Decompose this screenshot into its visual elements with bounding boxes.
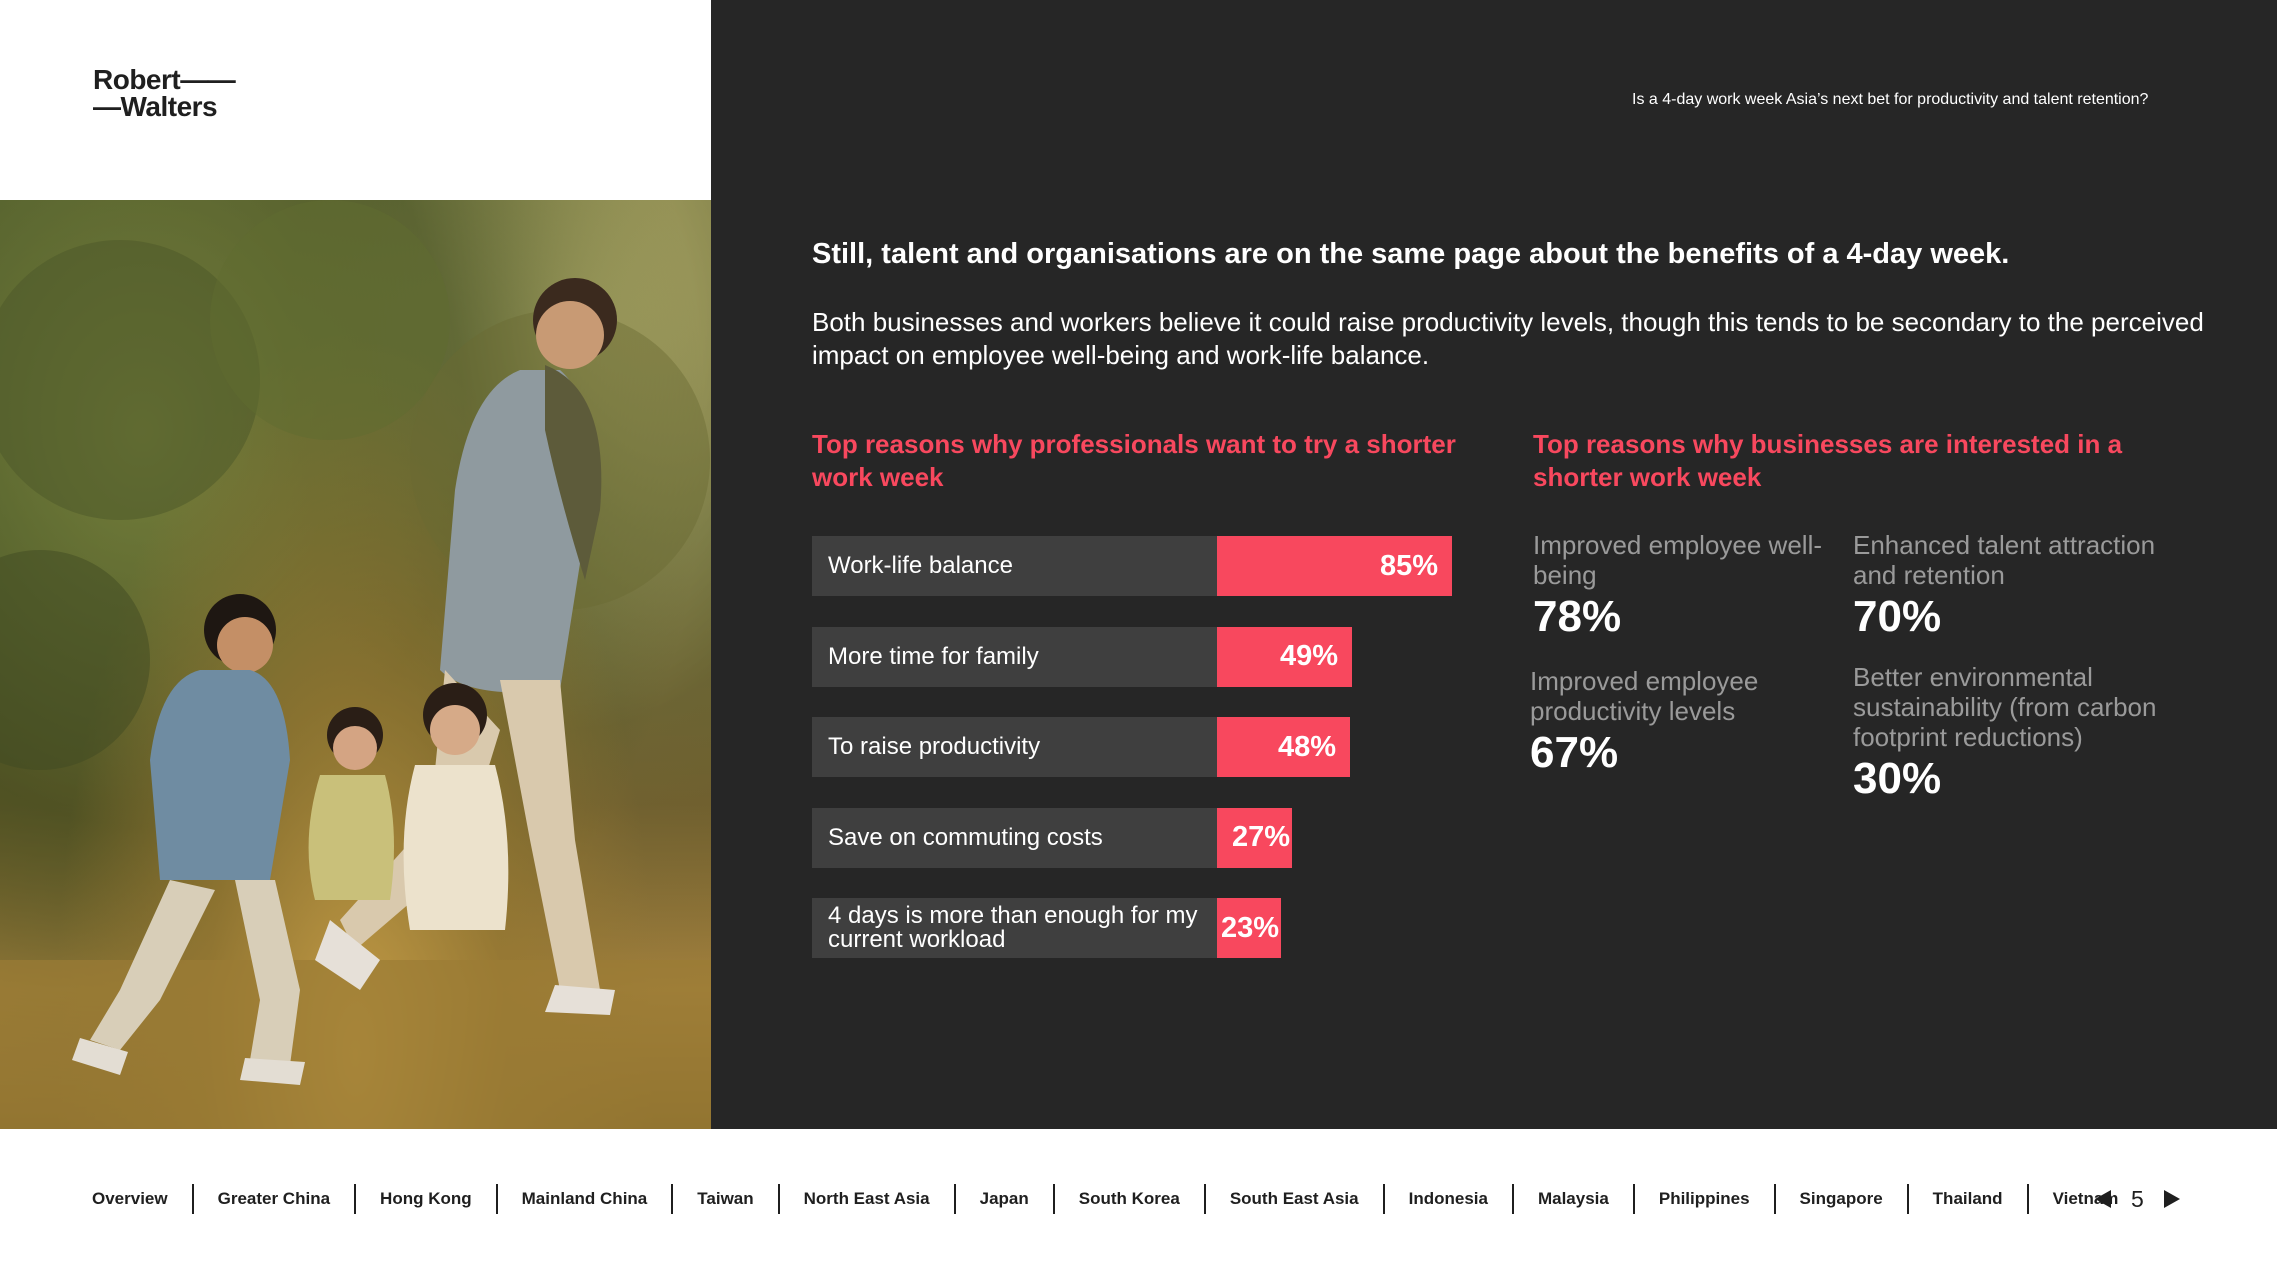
nav-divider xyxy=(2027,1184,2029,1214)
nav-link-philippines[interactable]: Philippines xyxy=(1658,1189,1750,1208)
bar-value-label: 27% xyxy=(1231,821,1290,853)
bar xyxy=(1217,627,1352,687)
bar xyxy=(1217,808,1292,868)
nav-divider xyxy=(1204,1184,1206,1214)
nav-divider xyxy=(671,1184,673,1214)
page-headline: Still, talent and organisations are on the same page about the benefits of a 4-day week. xyxy=(812,238,2010,270)
nav-divider xyxy=(354,1184,356,1214)
bar-row xyxy=(812,536,1452,596)
professionals-bar-chart xyxy=(812,536,1452,960)
bar-category-label: More time for family xyxy=(828,642,1039,670)
intro-paragraph: Both businesses and workers believe it could raise productivity levels, though this tends to be secondary to the perceived impact on employee well-being and work-life balance. xyxy=(812,307,2204,370)
bar-category-box xyxy=(812,627,1217,687)
stat-value: 30% xyxy=(1853,754,1942,803)
bar-category-box xyxy=(812,808,1217,868)
previous-page-icon[interactable] xyxy=(2095,1190,2111,1208)
nav-divider xyxy=(778,1184,780,1214)
logo-line-1: Robert—— xyxy=(93,64,236,95)
bar-category-box xyxy=(812,898,1217,958)
nav-link-hong-kong[interactable]: Hong Kong xyxy=(380,1189,472,1208)
bar-category-box xyxy=(812,536,1217,596)
nav-link-taiwan[interactable]: Taiwan xyxy=(697,1189,754,1208)
bar-category-label: 4 days is more than enough for my current workload xyxy=(828,902,1198,953)
bar xyxy=(1217,898,1281,958)
nav-link-japan[interactable]: Japan xyxy=(979,1189,1029,1208)
pager xyxy=(2095,1184,2180,1214)
business-stat xyxy=(1853,662,2183,802)
nav-divider xyxy=(1383,1184,1385,1214)
nav-link-thailand[interactable]: Thailand xyxy=(1932,1189,2003,1208)
bar xyxy=(1217,536,1452,596)
bar-value-label: 49% xyxy=(1279,640,1338,672)
page-number: 5 xyxy=(2131,1185,2144,1212)
bar-value-label: 48% xyxy=(1277,730,1336,763)
hero-photo xyxy=(0,200,711,1129)
business-stat xyxy=(1533,530,1863,640)
business-stat xyxy=(1853,530,2183,640)
report-question: Is a 4-day work week Asia’s next bet for productivity and talent retention? xyxy=(1632,91,2149,108)
next-page-icon[interactable] xyxy=(2164,1190,2180,1208)
country-nav xyxy=(92,1184,2118,1214)
nav-divider xyxy=(1907,1184,1909,1214)
stat-label: Improved employee productivity levels xyxy=(1530,666,1759,726)
stat-label: Improved employee well-being xyxy=(1533,530,1823,590)
bar-category-box xyxy=(812,717,1217,777)
nav-divider xyxy=(1633,1184,1635,1214)
nav-link-singapore[interactable]: Singapore xyxy=(1799,1189,1883,1208)
bar-row xyxy=(812,717,1452,777)
bar-row xyxy=(812,627,1452,687)
nav-link-malaysia[interactable]: Malaysia xyxy=(1537,1189,1609,1208)
nav-divider xyxy=(954,1184,956,1214)
footer-nav-bar xyxy=(0,1129,2277,1280)
businesses-section-title: Top reasons why businesses are interested in a shorter work week xyxy=(1533,429,2123,492)
nav-divider xyxy=(1053,1184,1055,1214)
nav-link-vietnam[interactable]: Vietnam xyxy=(2052,1189,2119,1208)
nav-divider xyxy=(1774,1184,1776,1214)
bar-row xyxy=(812,808,1452,868)
nav-divider xyxy=(496,1184,498,1214)
bar-category-label: Work-life balance xyxy=(828,552,1013,579)
professionals-chart-title: Top reasons why professionals want to try a shorter work week xyxy=(812,429,1456,492)
stat-label: Enhanced talent attraction and retention xyxy=(1853,530,2156,590)
nav-divider xyxy=(1512,1184,1514,1214)
nav-link-south-korea[interactable]: South Korea xyxy=(1078,1189,1180,1208)
family-playing-illustration xyxy=(0,200,711,1129)
nav-link-overview[interactable]: Overview xyxy=(92,1189,168,1208)
bar-value-label: 23% xyxy=(1220,911,1279,944)
nav-divider xyxy=(192,1184,194,1214)
bar-row xyxy=(812,898,1452,958)
bar-value-label: 85% xyxy=(1379,549,1438,582)
stat-value: 78% xyxy=(1533,592,1622,641)
bar-category-label: Save on commuting costs xyxy=(828,823,1103,851)
stat-value: 70% xyxy=(1853,592,1942,641)
stat-label: Better environmental sustainability (from carbon footprint reductions) xyxy=(1853,662,2157,752)
stat-value: 67% xyxy=(1530,728,1619,777)
business-stat xyxy=(1530,666,1860,776)
nav-link-mainland-china[interactable]: Mainland China xyxy=(521,1189,648,1208)
nav-link-indonesia[interactable]: Indonesia xyxy=(1408,1189,1488,1208)
bar-category-label: To raise productivity xyxy=(828,733,1041,760)
nav-link-north-east-asia[interactable]: North East Asia xyxy=(803,1189,930,1208)
brand-logo xyxy=(93,66,263,120)
bar xyxy=(1217,717,1350,777)
nav-link-south-east-asia[interactable]: South East Asia xyxy=(1229,1189,1359,1208)
logo-line-2: —Walters xyxy=(93,91,218,122)
nav-link-greater-china[interactable]: Greater China xyxy=(217,1189,331,1208)
